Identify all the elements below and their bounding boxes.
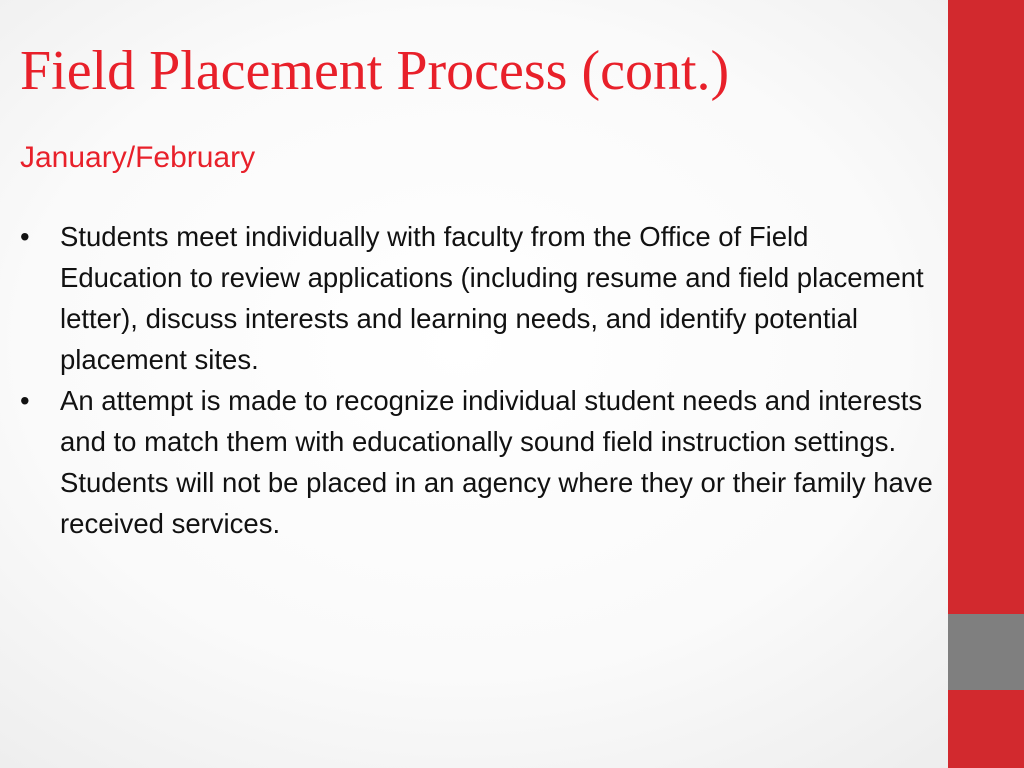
decorative-side-bar [948, 0, 1024, 768]
bullet-text: An attempt is made to recognize individual student needs and interests and to match them with educationally sound field instruction settings. Students will not be placed in an agency where they or their family have received services. [60, 385, 933, 539]
bullet-item [18, 216, 938, 380]
side-bar-red-segment-bottom [948, 690, 1024, 768]
slide-subtitle: January/February [20, 141, 256, 174]
side-bar-gray-segment [948, 614, 1024, 690]
side-bar-red-segment-top [948, 0, 1024, 614]
bullet-marker: • [20, 385, 30, 416]
slide-title: Field Placement Process (cont.) [20, 40, 730, 102]
bullet-list [18, 216, 938, 544]
bullet-marker: • [20, 221, 30, 252]
bullet-text: Students meet individually with faculty from the Office of Field Education to review applications (including resume and field placement letter), discuss interests and learning needs, and identify potential placement sites. [60, 221, 924, 375]
bullet-item [18, 380, 938, 544]
